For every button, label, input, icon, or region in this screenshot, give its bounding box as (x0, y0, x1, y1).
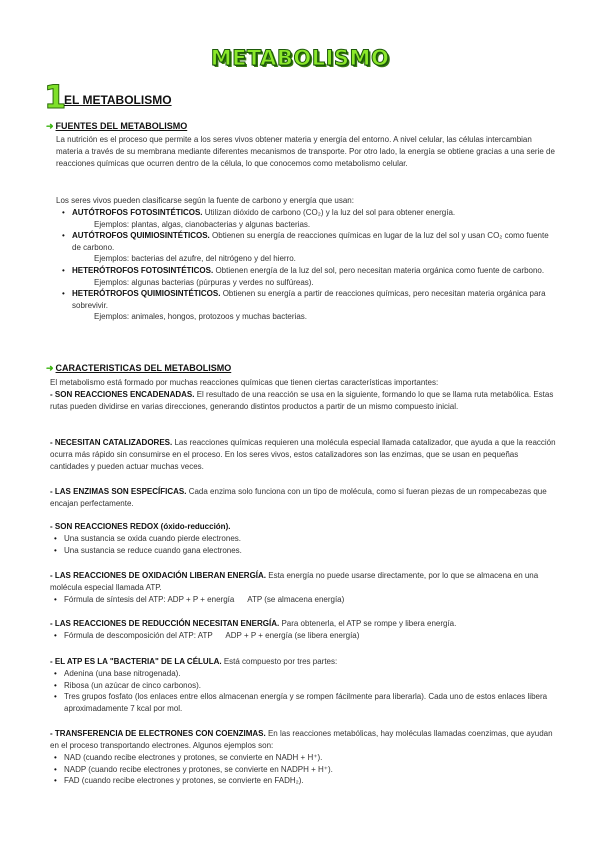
list-item (60, 207, 554, 219)
paragraph-term: - NECESITAN CATALIZADORES. (50, 438, 173, 447)
list-item: • Fórmula de síntesis del ATP: ADP + P + energía ATP (se almacena energía) (52, 594, 552, 606)
coenzimas-paragraph (50, 728, 556, 752)
list-item-term: AUTÓTROFOS FOTOSINTÉTICOS. (72, 208, 203, 217)
fuentes-paragraph-1: La nutrición es el proceso que permite a los seres vivos obtener materia y energía del entorno. A nivel celular, las células intercambian materia a través de su membrana mediante diferentes mecanismos de transporte. Por otro lado, la energía se obtiene gracias a una serie de reacciones químicas que ocurren dentro de la célula, lo que conocemos como metabolismo celular. (56, 135, 555, 168)
redox-list (52, 533, 552, 556)
paragraph-text: El resultado de una reacción se usa en la siguiente, formando lo que se llama ruta metabólica. Estas rutas pueden dividirse en varias direcciones, generando distintos productos a partir de un mismo compuesto inicial. (50, 390, 554, 411)
page-title: METABOLISMO (210, 46, 390, 70)
list-item (60, 230, 554, 253)
list-item: • NAD (cuando recibe electrones y protones, se convierte en NADH + H⁺). (52, 752, 552, 764)
list-item-term: HETERÓTROFOS QUIMIOSINTÉTICOS. (72, 289, 221, 299)
subheading-fuentes-text: FUENTES DEL METABOLISMO (55, 121, 188, 131)
coenzimas-list (52, 752, 552, 787)
paragraph-text: Cada enzima solo funciona con un tipo de molécula, como si fueran piezas de un rompecabezas que encajan perfectamente. (50, 487, 547, 508)
paragraph-term: - LAS ENZIMAS SON ESPECÍFICAS. (50, 487, 187, 496)
list-item (60, 288, 554, 311)
subheading-fuentes (46, 121, 187, 132)
subheading-caracteristicas (46, 363, 231, 374)
paragraph-term: - EL ATP ES LA "BACTERIA" DE LA CÉLULA. (50, 657, 222, 666)
paragraph-term: - SON REACCIONES REDOX (óxido-reducción). (50, 522, 231, 531)
list-item (60, 265, 554, 277)
list-item-text: Obtienen su energía de reacciones químicas en lugar de la luz del sol y usan CO₂ como fuente de carbono. (72, 231, 549, 252)
reduccion-list (52, 630, 552, 642)
list-item-text: Obtienen energía de la luz del sol, pero necesitan materia orgánica como fuente de carbono. (215, 265, 545, 275)
list-item: • Fórmula de descomposición del ATP: ATP ADP + P + energía (se libera energía) (52, 630, 552, 642)
oxidacion-paragraph (50, 570, 556, 594)
list-item-text: Obtienen su energía a partir de reacciones químicas, pero necesitan materia orgánica para sobrevivir. (72, 289, 546, 310)
caracteristicas-intro: El metabolismo está formado por muchas reacciones químicas que tienen ciertas características importantes: (50, 378, 439, 387)
list-item: • Ribosa (un azúcar de cinco carbonos). (52, 680, 552, 692)
list-item: • NADP (cuando recibe electrones y protones, se convierte en NADPH + H⁺). (52, 764, 552, 776)
paragraph-text: Las reacciones químicas requieren una molécula especial llamada catalizador, que ayuda a que la reacción ocurra más rápido sin consumirse en el proceso. En los seres vivos, estos catalizadores son las enzimas, que se usan en pequeñas cantidades y pueden actuar muchas veces. (50, 438, 556, 471)
list-item: • Una sustancia se reduce cuando gana electrones. (52, 545, 552, 557)
paragraph-term: - LAS REACCIONES DE REDUCCIÓN NECESITAN ENERGÍA. (50, 619, 280, 628)
list-item-example: Ejemplos: bacterias del azufre, del nitrógeno y del hierro. (94, 254, 296, 264)
list-item-term: AUTÓTROFOS QUIMIOSINTÉTICOS. (72, 231, 210, 241)
atp-paragraph (50, 656, 556, 668)
list-item-example: Ejemplos: plantas, algas, cianobacterias y algunas bacterias. (94, 219, 311, 229)
list-item-term: HETERÓTROFOS FOTOSINTÉTICOS. (72, 265, 214, 275)
paragraph-text: Esta energía no puede usarse directamente, por lo que se almacena en una molécula especial llamada ATP. (50, 571, 539, 592)
encadenadas-paragraph (50, 389, 556, 413)
paragraph-text: Está compuesto por tres partes: (223, 657, 338, 666)
section-number: 1 (44, 78, 67, 116)
subheading-caracteristicas-text: CARACTERISTICAS DEL METABOLISMO (55, 363, 232, 373)
redox-paragraph (50, 521, 556, 533)
atp-list (52, 668, 552, 714)
oxidacion-list (52, 594, 552, 606)
paragraph-term: - SON REACCIONES ENCADENADAS. (50, 390, 195, 399)
arrow-icon: ➜ (46, 121, 54, 131)
catalizadores-paragraph (50, 437, 556, 472)
paragraph-term: - LAS REACCIONES DE OXIDACIÓN LIBERAN ENERGÍA. (50, 571, 267, 580)
list-item: • FAD (cuando recibe electrones y protones, se convierte en FADH₂). (52, 775, 552, 787)
fuentes-paragraph-2: Los seres vivos pueden clasificarse según la fuente de carbono y energía que usan: (56, 196, 354, 205)
list-item: • Una sustancia se oxida cuando pierde electrones. (52, 533, 552, 545)
section-title: EL METABOLISMO (64, 93, 172, 107)
paragraph-text: En las reacciones metabólicas, hay moléculas llamadas coenzimas, que ayudan en el proceso transportando electrones. Algunos ejemplos son: (50, 729, 553, 750)
list-item-example: Ejemplos: algunas bacterias (púrpuras y verdes no sulfúreas). (94, 277, 314, 287)
arrow-icon: ➜ (46, 363, 54, 373)
fuentes-list (60, 207, 554, 323)
list-item-example: Ejemplos: animales, hongos, protozoos y muchas bacterias. (94, 312, 307, 322)
paragraph-text: Para obtenerla, el ATP se rompe y libera energía. (281, 619, 457, 628)
reduccion-paragraph (50, 618, 556, 630)
list-item-text: Utilizan dióxido de carbono (CO₂) y la luz del sol para obtener energía. (204, 208, 456, 217)
list-item: • Adenina (una base nitrogenada). (52, 668, 552, 680)
list-item: • Tres grupos fosfato (los enlaces entre ellos almacenan energía y se rompen fácilmente para liberarla). Cada uno de estos enlaces libera aproximadamente 7 kcal por mol. (52, 691, 552, 714)
enzimas-paragraph (50, 486, 556, 510)
paragraph-term: - TRANSFERENCIA DE ELECTRONES CON COENZIMAS. (50, 729, 266, 738)
